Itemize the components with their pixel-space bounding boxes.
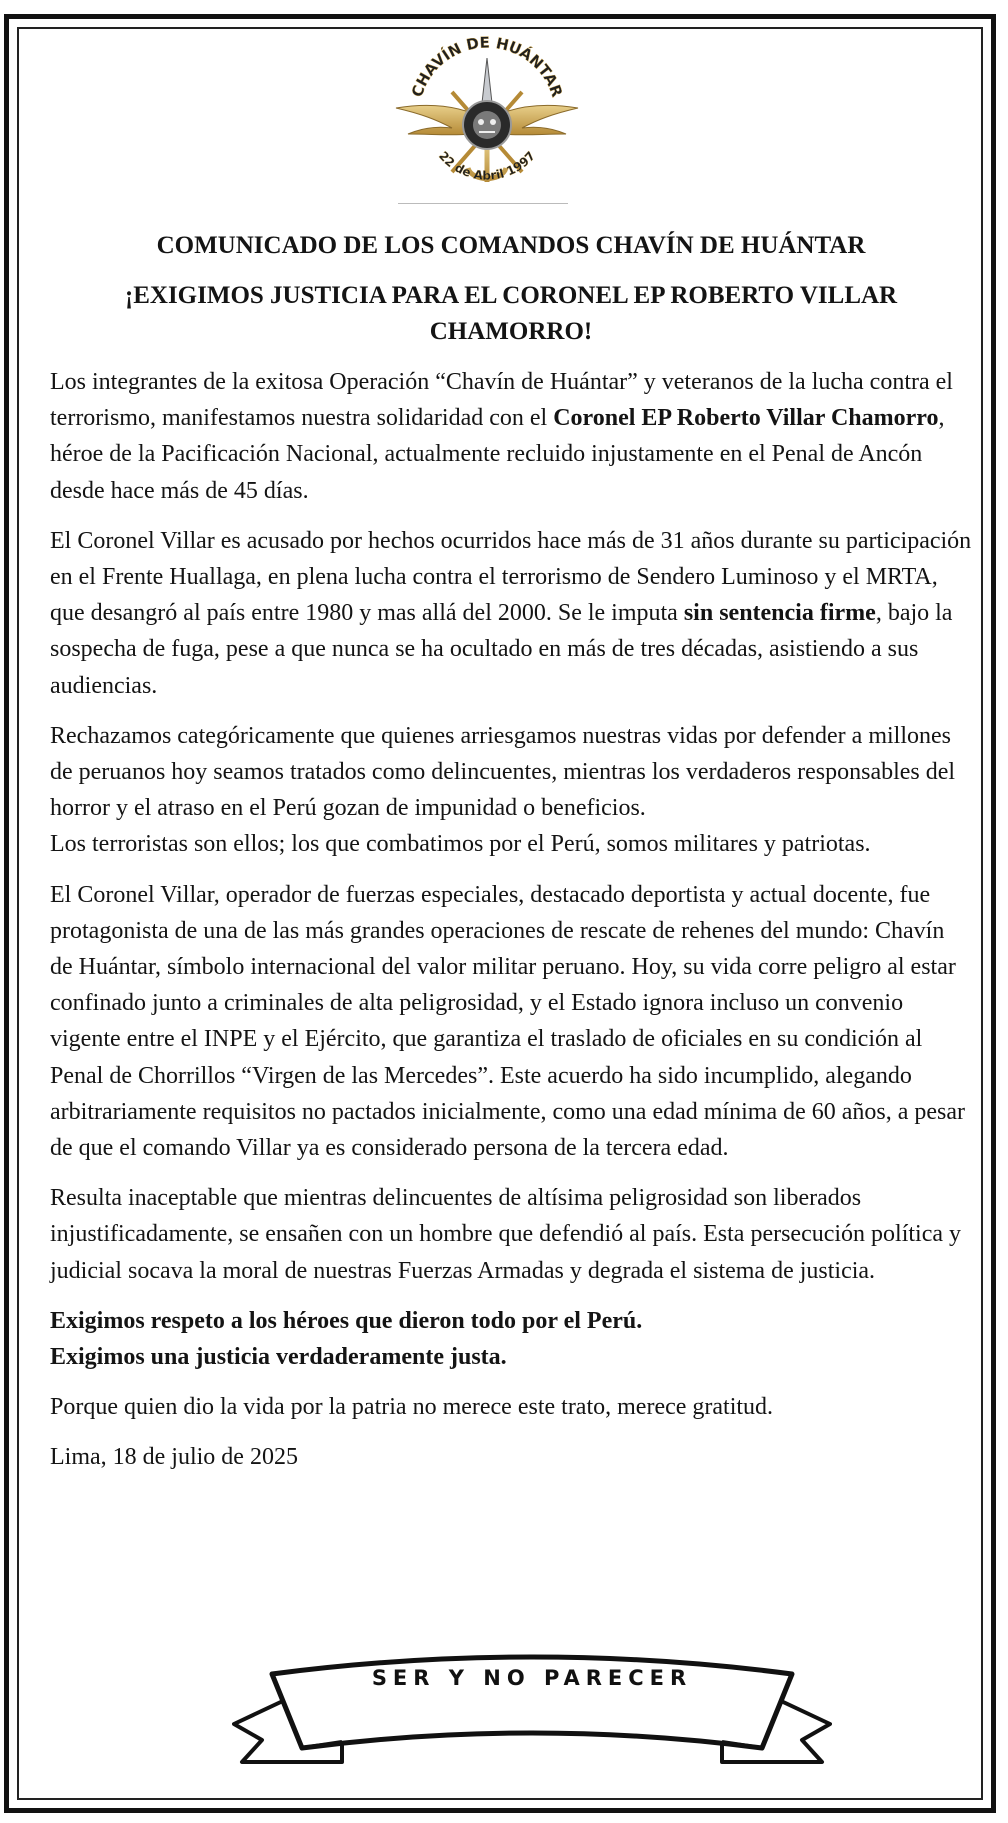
closing-line: Porque quien dio la vida por la patria no merece este trato, merece gratitud. bbox=[50, 1394, 774, 1421]
demand-line-1: Exigimos respeto a los héroes que dieron todo por el Perú. bbox=[50, 1307, 643, 1334]
paragraph-5: Resulta inaceptable que mientras delincuentes de altísima peligrosidad son liberados injustificadamente, se ensañen con un hombre que defendió al país. Esta persecución política y judicial socava la moral de nuestras Fuerzas Armadas y degrada el sistema de justicia. bbox=[50, 1185, 962, 1284]
paragraph-2-bold-phrase: sin sentencia firme bbox=[683, 600, 876, 627]
paragraph-1-text-a: Los integrantes de la exitosa Operación “Chavín de Huántar” y veteranos de la lucha contra el terrorismo, manifestamos nuestra solidaridad con el bbox=[50, 369, 953, 432]
chavin-de-huantar-emblem bbox=[382, 22, 592, 212]
communique-title: COMUNICADO DE LOS COMANDOS CHAVÍN DE HUÁNTAR bbox=[156, 232, 866, 259]
paragraph-1-text-c: , héroe de la Pacificación Nacional, actualmente recluido injustamente en el Penal de Ancón desde hace más de 45 días. bbox=[50, 405, 945, 504]
emblem-underline bbox=[398, 203, 568, 204]
paragraph-3-text-a: Rechazamos categóricamente que quienes arriesgamos nuestras vidas por defender a millones de peruanos hoy seamos tratados como delincuentes, mientras los verdaderos responsables del horror y el atraso en el Perú gozan de impunidad o beneficios. bbox=[50, 722, 956, 822]
paragraph-4: El Coronel Villar, operador de fuerzas especiales, destacado deportista y actual docente, fue protagonista de una de las más grandes operaciones de rescate de rehenes del mundo: Chavín de Huántar, símbolo internacional del valor militar peruano. Hoy, su vida corre peligro al estar confinado junto a criminales de alta peligrosidad, y el Estado ignora incluso un convenio vigente entre el INPE y el Ejército, que garantiza el traslado de oficiales en su condición al Penal de Chorrillos “Virgen de las Mercedes”. Este acuerdo ha sido incumplido, alegando arbitrariamente requisitos no pactados inicialmente, como una edad mínima de 60 años, a pesar de que el comando Villar ya es considerado persona de la tercera edad. bbox=[50, 881, 966, 1162]
motto-text: SER Y NO PARECER bbox=[371, 1666, 693, 1690]
communique-subtitle: ¡EXIGIMOS JUSTICIA PARA EL CORONEL EP ROBERTO VILLAR CHAMORRO! bbox=[124, 282, 898, 345]
date-line: Lima, 18 de julio de 2025 bbox=[50, 1444, 298, 1471]
emblem-graphic bbox=[382, 22, 592, 212]
paragraph-2-text-a: El Coronel Villar es acusado por hechos ocurridos hace más de 31 años durante su participación en el Frente Huallaga, en plena lucha contra el terrorismo de Sendero Luminoso y el MRTA, que desangró al país entre 1980 y mas allá del 2000. Se le imputa bbox=[50, 527, 972, 627]
emblem-top-text: CHAVÍN DE HUÁNTAR bbox=[407, 33, 567, 100]
communique-body bbox=[50, 218, 972, 1476]
paragraph-3-text-b: Los terroristas son ellos; los que combatimos por el Perú, somos militares y patriotas. bbox=[50, 831, 871, 858]
demand-line-2: Exigimos una justicia verdaderamente justa. bbox=[50, 1344, 507, 1371]
paragraph-1-bold-name: Coronel EP Roberto Villar Chamorro bbox=[553, 405, 939, 432]
paragraph-2-text-c: , bajo la sospecha de fuga, pese a que nunca se ha ocultado en más de tres décadas, asistiendo a sus audiencias. bbox=[50, 600, 953, 699]
paragraph-3 bbox=[50, 718, 972, 863]
emblem-bottom-text: 22 de Abril 1997 bbox=[436, 148, 538, 183]
paragraph-2 bbox=[50, 523, 972, 704]
demands-block bbox=[50, 1303, 972, 1375]
paragraph-1 bbox=[50, 364, 972, 509]
